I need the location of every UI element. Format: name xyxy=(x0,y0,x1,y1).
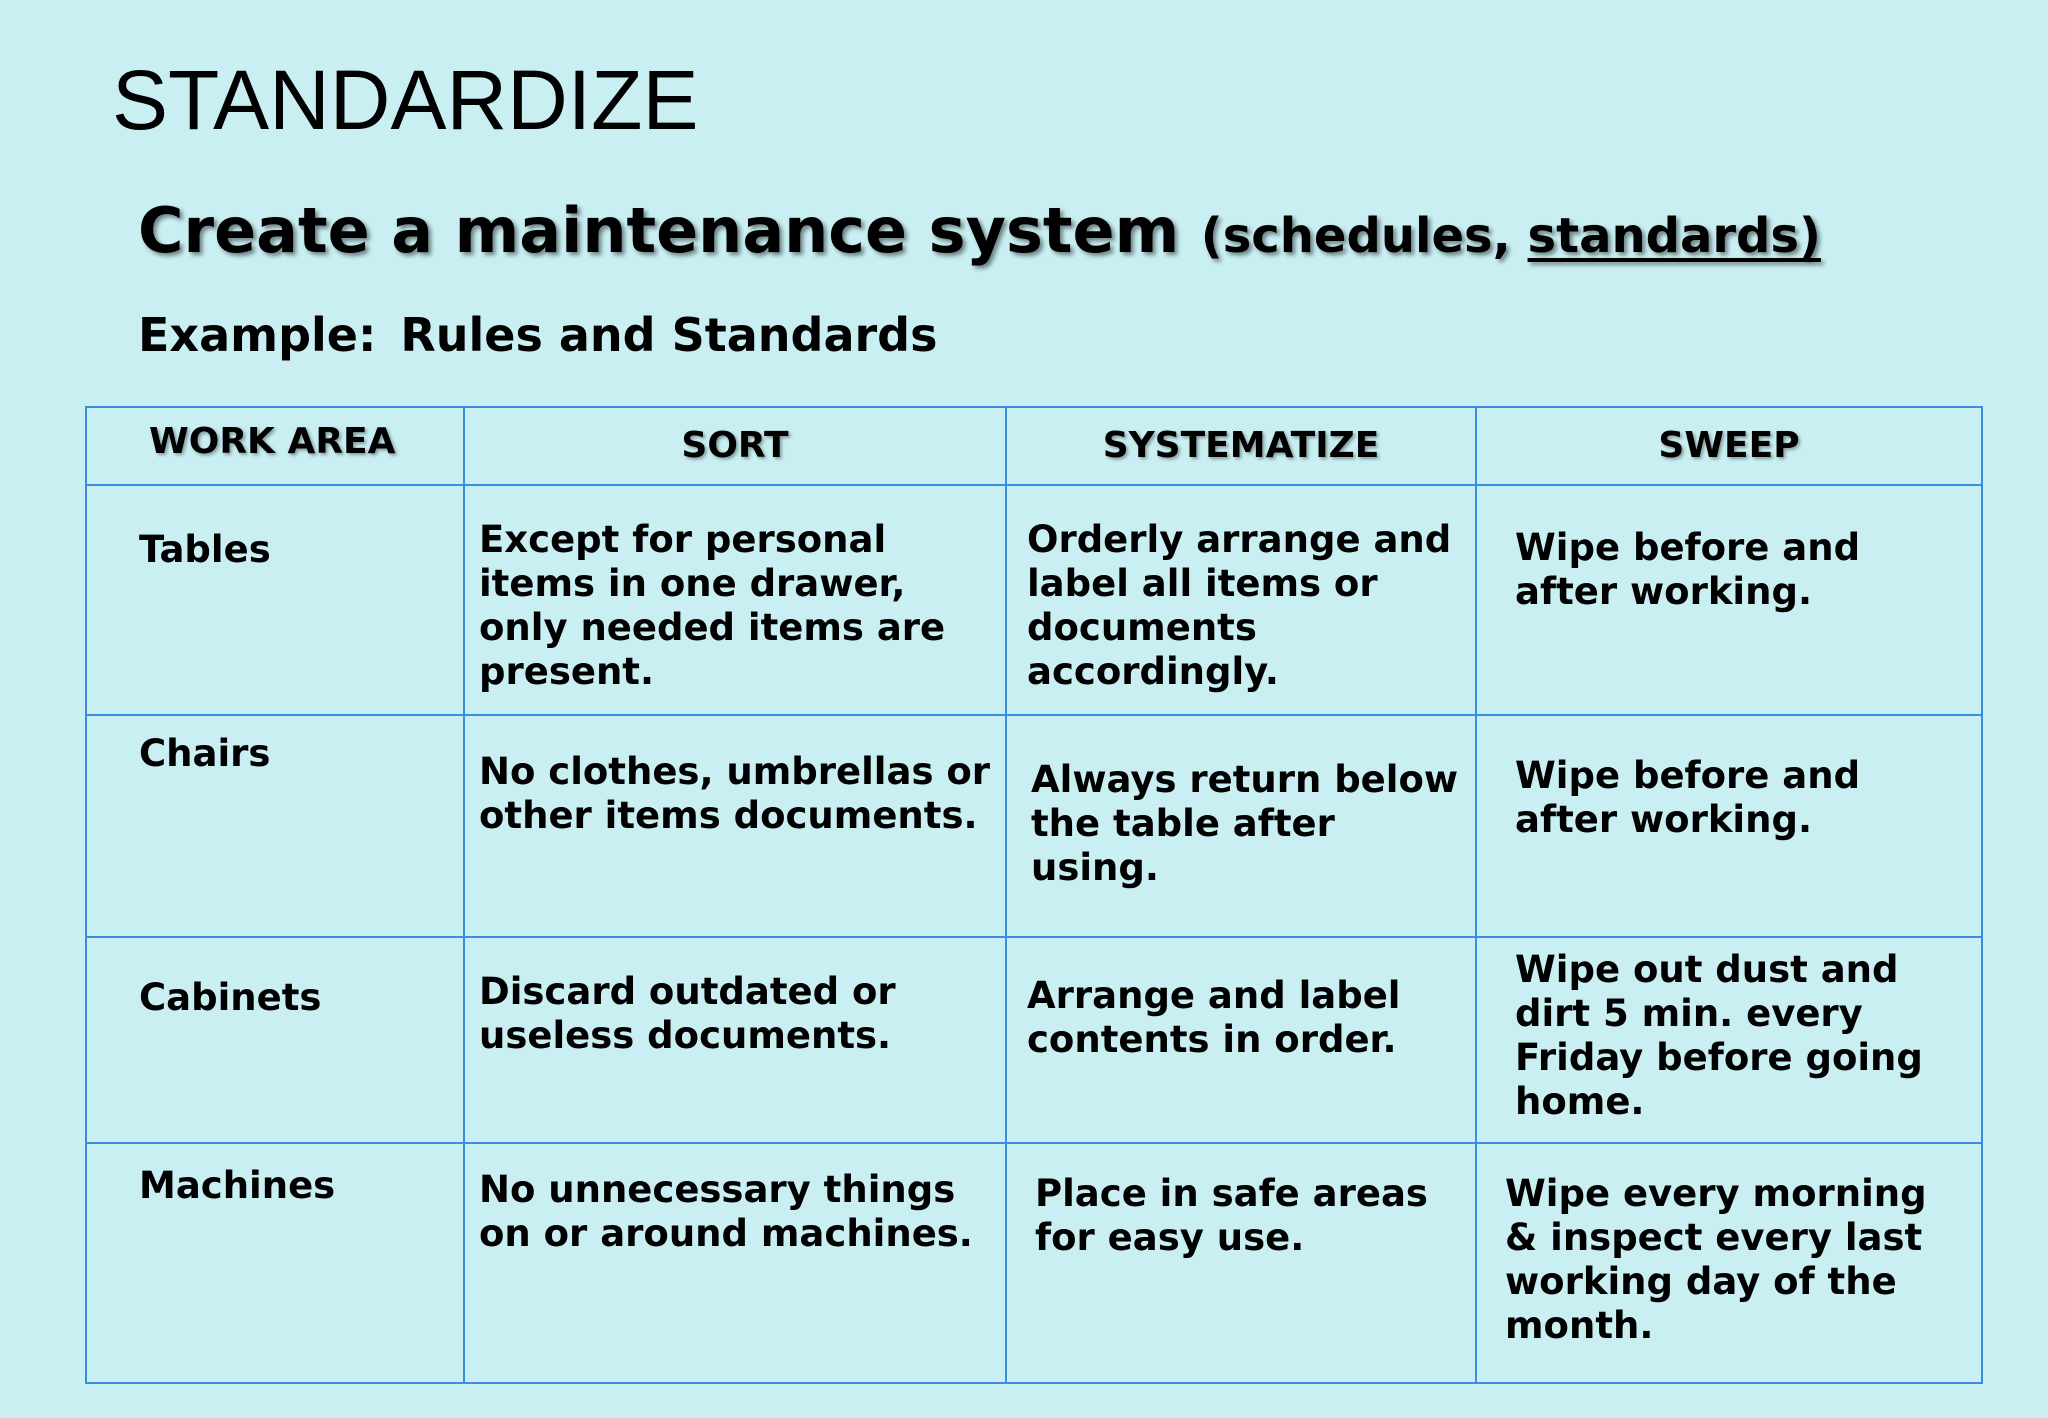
cell-area xyxy=(86,1143,464,1383)
subtitle-standards-link: standards) xyxy=(1527,208,1821,264)
table-row xyxy=(86,485,1982,715)
systematize-text: Place in safe areas for easy use. xyxy=(1035,1172,1428,1259)
systematize-text: Arrange and label contents in order. xyxy=(1027,974,1401,1061)
systematize-text: Orderly arrange and label all items or documents accordingly. xyxy=(1027,518,1452,693)
cell-sort xyxy=(464,715,1006,937)
cell-sweep xyxy=(1476,1143,1982,1383)
area-label: Cabinets xyxy=(139,976,322,1019)
table-row xyxy=(86,937,1982,1143)
cell-sweep xyxy=(1476,485,1982,715)
cell-systematize xyxy=(1006,1143,1476,1383)
cell-area xyxy=(86,715,464,937)
example-line xyxy=(138,308,938,362)
cell-area xyxy=(86,937,464,1143)
cell-systematize xyxy=(1006,485,1476,715)
header-systematize: SYSTEMATIZE xyxy=(1006,407,1476,485)
sort-text: No clothes, umbrellas or other items documents. xyxy=(479,750,991,837)
slide-subtitle xyxy=(138,194,1821,267)
table-row xyxy=(86,715,1982,937)
subtitle-paren xyxy=(1201,208,1821,264)
header-work-area: WORK AREA xyxy=(86,407,464,485)
area-label: Machines xyxy=(139,1164,336,1207)
cell-sort xyxy=(464,1143,1006,1383)
table-row xyxy=(86,1143,1982,1383)
rules-standards-table xyxy=(85,406,1983,1384)
cell-systematize xyxy=(1006,715,1476,937)
example-label: Example: xyxy=(138,308,377,362)
cell-area xyxy=(86,485,464,715)
example-text: Rules and Standards xyxy=(400,308,938,362)
area-label: Tables xyxy=(139,528,271,571)
cell-sort xyxy=(464,937,1006,1143)
sort-text: Except for personal items in one drawer, only needed items are present. xyxy=(479,518,946,693)
subtitle-paren-text: (schedules, xyxy=(1200,208,1528,264)
sweep-text: Wipe before and after working. xyxy=(1515,754,1861,841)
sweep-text: Wipe before and after working. xyxy=(1515,526,1861,613)
systematize-text: Always return below the table after using. xyxy=(1031,758,1459,889)
cell-sweep xyxy=(1476,937,1982,1143)
slide-title: STANDARDIZE xyxy=(112,53,699,147)
header-sort: SORT xyxy=(464,407,1006,485)
header-sweep: SWEEP xyxy=(1476,407,1982,485)
table-header-row xyxy=(86,407,1982,485)
sort-text: Discard outdated or useless documents. xyxy=(479,970,896,1057)
sweep-text: Wipe out dust and dirt 5 min. every Friday before going home. xyxy=(1515,948,1923,1123)
cell-sort xyxy=(464,485,1006,715)
cell-sweep xyxy=(1476,715,1982,937)
subtitle-main: Create a maintenance system xyxy=(138,194,1180,267)
area-label: Chairs xyxy=(139,732,271,775)
cell-systematize xyxy=(1006,937,1476,1143)
sweep-text: Wipe every morning & inspect every last working day of the month. xyxy=(1505,1172,1927,1347)
sort-text: No unnecessary things on or around machines. xyxy=(479,1168,973,1255)
